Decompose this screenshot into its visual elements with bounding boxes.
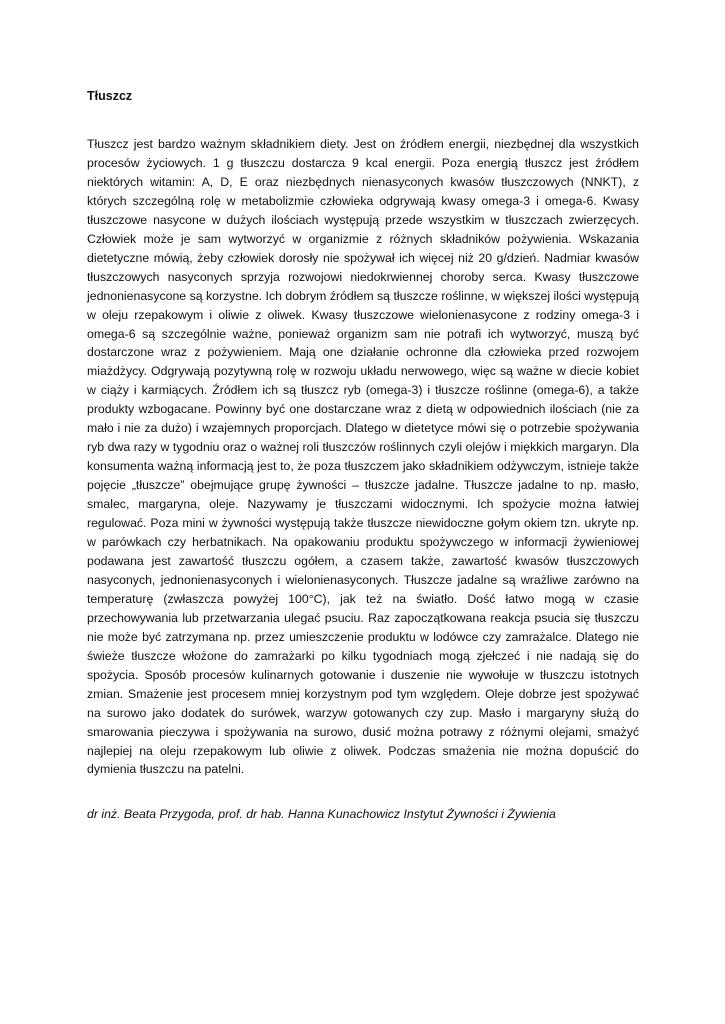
document-author-line: dr inż. Beata Przygoda, prof. dr hab. Hanna Kunachowicz Instytut Żywności i Żywienia [87,807,556,821]
document-title: Tłuszcz [87,89,133,103]
document-body-paragraph: Tłuszcz jest bardzo ważnym składnikiem diety. Jest on źródłem energii, niezbędnej dla wszystkich procesów życiowych. 1 g tłuszczu dostarcza 9 kcal energii. Poza energią tłuszcz jest źródłem niektórych witamin: A, D, E oraz niezbędnych nienasyconych kwasów tłuszczowych (NNKT), z których szczególną rolę w metabolizmie człowieka odgrywają kwasy omega-3 i omega-6. Kwasy tłuszczowe nasycone w dużych ilościach występują przede wszystkim w tłuszczach zwierzęcych. Człowiek może je sam wytworzyć w organizmie z różnych składników pożywienia. Wskazania dietetyczne mówią, żeby człowiek dorosły nie spożywał ich więcej niż 20 g/dzień. Nadmiar kwasów tłuszczowych nasyconych sprzyja rozwojowi niedokrwiennej choroby serca. Kwasy tłuszczowe jednonienasycone są korzystne. Ich dobrym źródłem są tłuszcze roślinne, w większej ilości występują w oleju rzepakowym i oliwie z oliwek. Kwasy tłuszczowe wielonienasycone z rodziny omega-3 i omega-6 są szczególnie ważne, ponieważ organizm sam nie potrafi ich wytworzyć, muszą być dostarczone wraz z pożywieniem. Mają one działanie ochronne dla człowieka przed rozwojem miażdżycy. Odgrywają pozytywną rolę w rozwoju układu nerwowego, więc są ważne w diecie kobiet w ciąży i karmiących. Źródłem ich są tłuszcz ryb (omega-3) i tłuszcze roślinne (omega-6), a także produkty wzbogacane. Powinny być one dostarczane wraz z dietą w odpowiednich ilościach (nie za mało i nie za dużo) i wzajemnych proporcjach. Dlatego w dietetyce mówi się o potrzebie spożywania ryb dwa razy w tygodniu oraz o ważnej roli tłuszczów roślinnych czyli olejów i miękkich margaryn. Dla konsumenta ważną informacją jest to, że poza tłuszczem jako składnikiem odżywczym, istnieje także pojęcie „tłuszcze” obejmujące grupę żywności – tłuszcze jadalne. Tłuszcze jadalne to np. masło, smalec, margaryna, oleje. Nazywamy je tłuszczami widocznymi. Ich spożycie można łatwiej regulować. Poza mini w żywności występują także tłuszcze niewidoczne gołym okiem tzn. ukryte np. w parówkach czy herbatnikach. Na opakowaniu produktu spożywczego w informacji żywieniowej podawana jest zawartość tłuszczu ogółem, a czasem także, zawartość kwasów tłuszczowych nasyconych, jednonienasyconych i wielonienasyconych. Tłuszcze jadalne są wrażliwe zarówno na temperaturę (zwłaszcza powyżej 100°C), jak też na światło. Dość łatwo mogą w czasie przechowywania lub przetwarzania ulegać psuciu. Raz zapoczątkowana reakcja psucia się tłuszczu nie może być zatrzymana np. przez umieszczenie produktu w lodówce czy zamrażalce. Dlatego nie świeże tłuszcze włożone do zamrażarki po kilku tygodniach mogą zjełczeć i nie nadają się do spożycia. Sposób procesów kulinarnych gotowanie i duszenie nie wywołuje w tłuszczu istotnych zmian. Smażenie jest procesem mniej korzystnym pod tym względem. Oleje dobrze jest spożywać na surowo jako dodatek do surówek, warzyw gotowanych czy zup. Masło i margaryny służą do smarowania pieczywa i spożywania na surowo, dusić można potrawy z różnymi olejami, smażyć najlepiej na oleju rzepakowym lub oliwie z oliwek. Podczas smażenia nie można dopuścić do dymienia tłuszczu na patelni. [87,137,639,777]
